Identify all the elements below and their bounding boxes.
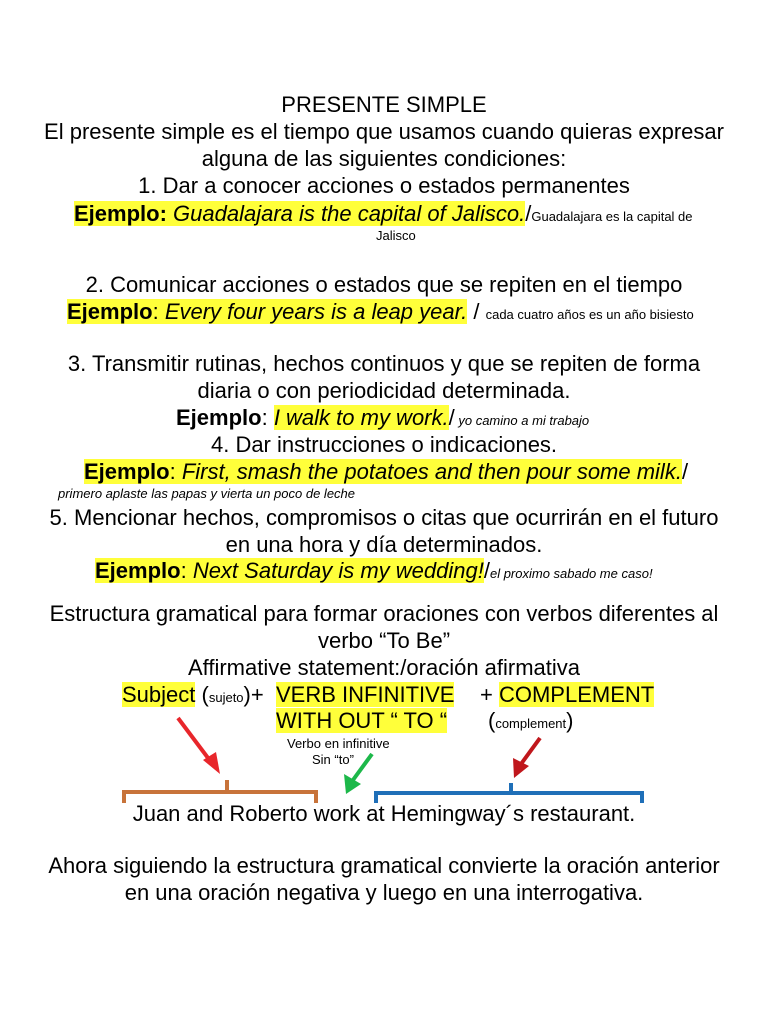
complement-label: COMPLEMENT: [498, 682, 655, 707]
example-text: Guadalajara is the capital of Jalisco.: [173, 201, 526, 226]
verb-line-1: VERB INFINITIVE: [276, 682, 455, 707]
item-3-example: Ejemplo: I walk to my work./ yo camino a mi trabajo: [176, 405, 590, 430]
item-3-text: Transmitir rutinas, hechos continuos y que se repiten de forma: [91, 351, 701, 376]
closing-line-1: Ahora siguiendo la estructura gramatical convierte la oración anterior: [48, 853, 720, 878]
structure-heading-2: verbo “To Be”: [317, 628, 451, 653]
item-4: 4. Dar instrucciones o indicaciones.: [210, 432, 558, 457]
item-1-translation-cont: Jalisco: [376, 228, 416, 243]
item-5: 5. Mencionar hechos, compromisos o citas que ocurrirán en el futuro: [49, 505, 719, 530]
example-translation: Guadalajara es la capital de: [531, 209, 693, 224]
example-translation: el proximo sabado me caso!: [489, 566, 653, 581]
complement-note: complement: [495, 716, 567, 731]
affirmative-label: Affirmative statement:/oración afirmativa: [187, 655, 581, 680]
page-title: PRESENTE SIMPLE: [281, 92, 487, 117]
example-translation: cada cuatro años es un año bisiesto: [485, 307, 694, 322]
item-1-number: 1.: [138, 173, 157, 198]
item-3: 3. Transmitir rutinas, hechos continuos y que se repiten de forma: [67, 351, 701, 376]
item-5-text: Mencionar hechos, compromisos o citas que ocurrirán en el futuro: [74, 505, 719, 530]
example-label: Ejemplo:: [74, 201, 167, 226]
structure-heading-1: Estructura gramatical para formar oraciones con verbos diferentes al: [49, 601, 719, 626]
verb-note-1: Verbo en infinitive: [287, 736, 390, 751]
item-4-translation: primero aplaste las papas y vierta un poco de leche: [58, 486, 356, 501]
item-2-text: Comunicar acciones o estados que se repiten en el tiempo: [110, 272, 683, 297]
subject-part: Subject (sujeto)+: [122, 682, 264, 707]
item-4-text: Dar instrucciones o indicaciones.: [235, 432, 558, 457]
intro-line-2: alguna de las siguientes condiciones:: [201, 146, 567, 171]
subject-arrow: [178, 718, 220, 774]
item-5-example: Ejemplo: Next Saturday is my wedding!/el proximo sabado me caso!: [95, 558, 653, 583]
intro-line-1: El presente simple es el tiempo que usamos cuando quieras expresar: [44, 119, 724, 144]
subject-label: Subject: [122, 682, 196, 707]
subject-bracket: [124, 780, 316, 803]
example-sentence: Juan and Roberto work at Hemingway´s restaurant.: [132, 801, 636, 826]
verb-line-2: WITH OUT “ TO “: [276, 708, 448, 733]
complement-note-wrap: (complement): [488, 708, 574, 733]
complement-arrow: [513, 738, 540, 778]
example-translation: yo camino a mi trabajo: [454, 413, 590, 428]
item-4-example: Ejemplo: First, smash the potatoes and then pour some milk./: [84, 459, 689, 484]
item-5-text-2: en una hora y día determinados.: [225, 532, 543, 557]
verb-arrow: [344, 754, 372, 794]
complement-part: + COMPLEMENT: [480, 682, 655, 707]
closing-line-2: en una oración negativa y luego en una interrogativa.: [124, 880, 644, 905]
item-1-example: Ejemplo: Guadalajara is the capital of Jalisco./Guadalajara es la capital de: [74, 201, 693, 226]
item-2-example: Ejemplo: Every four years is a leap year. / cada cuatro años es un año bisiesto: [67, 299, 694, 324]
subject-note: sujeto: [208, 690, 244, 705]
item-3-text-2: diaria o con periodicidad determinada.: [197, 378, 571, 403]
item-2: 2. Comunicar acciones o estados que se repiten en el tiempo: [85, 272, 683, 297]
complement-bracket: [376, 783, 642, 803]
item-1-text: Dar a conocer acciones o estados permanentes: [162, 173, 630, 198]
verb-note-2: Sin “to”: [312, 752, 354, 767]
